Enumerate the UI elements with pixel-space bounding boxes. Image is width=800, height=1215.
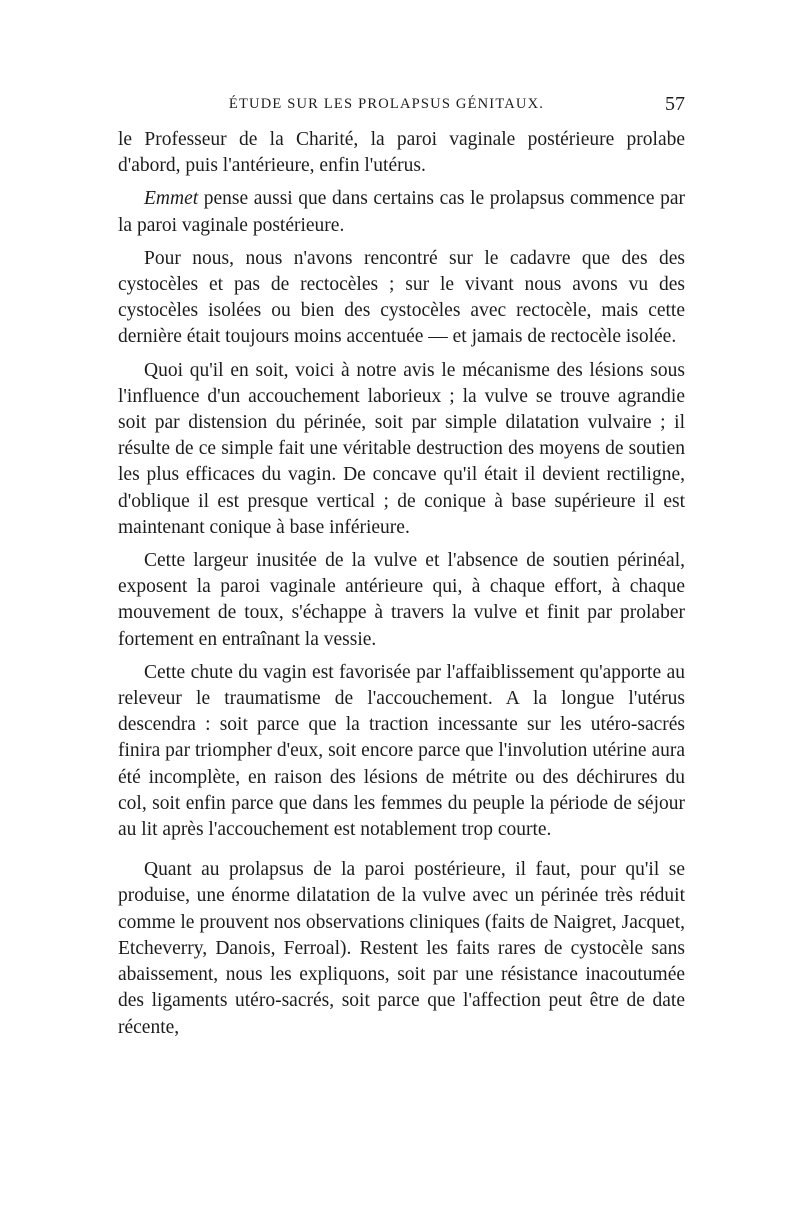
paragraph-6: Cette chute du vagin est favorisée par l'affaiblissement qu'apporte au releveur le traumatisme de l'accouchement. A la longue l'utérus descendra : soit parce que la traction incessante sur les utéro-sacrés finira par triompher d'eux, soit encore parce que l'involution utérine aura été incomplète, en raison des lésions de métrite ou des déchirures du col, soit enfin parce que dans les femmes du peuple la période de séjour au lit après l'accouchement est notablement trop courte.	[118, 661, 685, 841]
paragraph-2	[118, 186, 685, 238]
paragraph-4: Quoi qu'il en soit, voici à notre avis le mécanisme des lésions sous l'influence d'un accouchement laborieux ; la vulve se trouve agrandie soit par distension du périnée, soit par simple dilatation vulvaire ; il résulte de ce simple fait une véritable destruction des moyens de soutien les plus efficaces du vagin. De concave qu'il était il devient rectiligne, d'oblique il est presque vertical ; de conique à base supérieure il est maintenant conique à base inférieure.	[118, 359, 685, 538]
paragraph-2-text: pense aussi que dans certains cas le prolapsus commence par la paroi vaginale postérieure.	[118, 188, 685, 236]
page-number: 57	[665, 93, 685, 115]
paragraph-1: le Professeur de la Charité, la paroi vaginale postérieure prolabe d'abord, puis l'antérieure, enfin l'utérus.	[118, 129, 685, 177]
body-text	[118, 127, 685, 1048]
running-title: ÉTUDE SUR LES PROLAPSUS GÉNITAUX.	[228, 96, 545, 112]
paragraph-7: Quant au prolapsus de la paroi postérieure, il faut, pour qu'il se produise, une énorme dilatation de la vulve avec un périnée très réduit comme le prouvent nos observations cliniques (faits de Naigret, Jacquet, Etcheverry, Danois, Ferroal). Restent les faits rares de cystocèle sans abaissement, nous les expliquons, soit par une résistance inacoutumée des ligaments utéro-sacrés, soit parce que l'affection peut être de date récente,	[118, 859, 685, 1038]
running-head	[118, 93, 685, 122]
paragraph-3: Pour nous, nous n'avons rencontré sur le cadavre que des des cystocèles et pas de rectocèles ; sur le vivant nous avons vu des cystocèles isolées ou bien des cystocèles avec rectocèle, mais cette dernière était toujours moins accentuée — et jamais de rectocèle isolée.	[118, 247, 685, 348]
author-name-emmet: Emmet	[144, 188, 199, 210]
paragraph-5: Cette largeur inusitée de la vulve et l'absence de soutien périnéal, exposent la paroi vaginale antérieure qui, à chaque effort, à chaque mouvement de toux, s'échappe à travers la vulve et finit par prolaber fortement en entraînant la vessie.	[118, 550, 685, 650]
